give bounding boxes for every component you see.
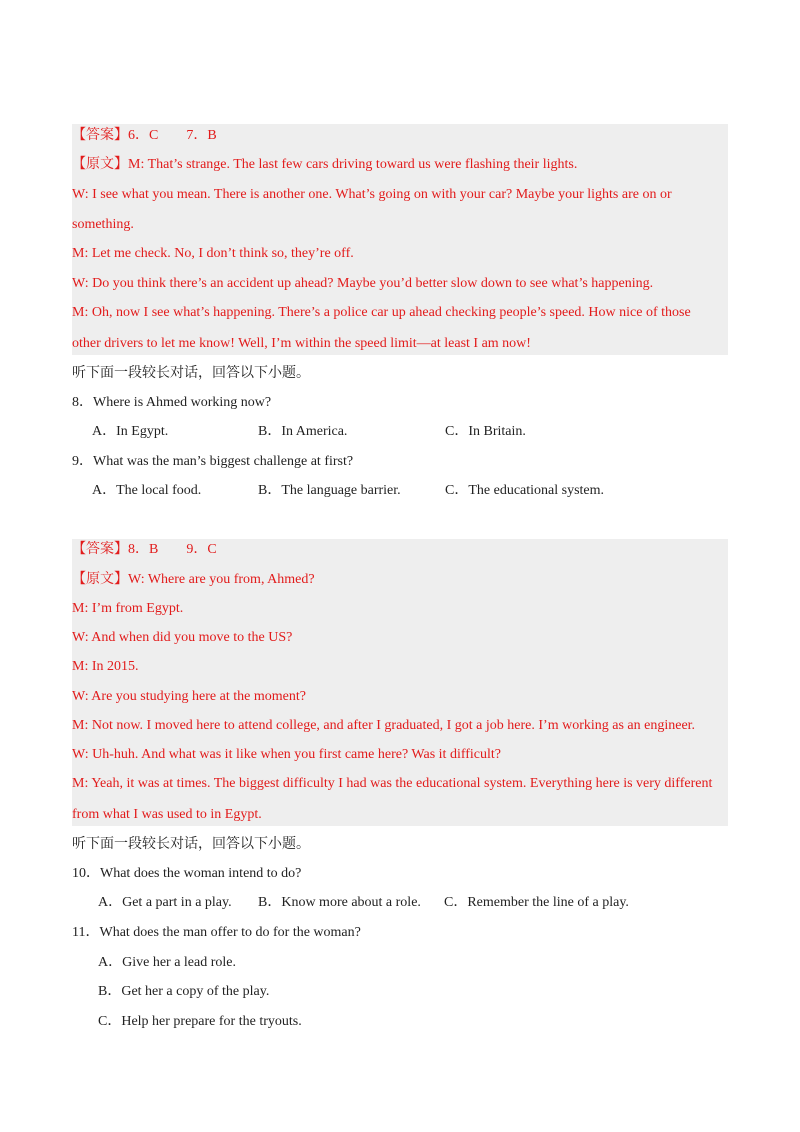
q11-option-b[interactable]: B．Get her a copy of the play. bbox=[98, 984, 270, 999]
answer-label: 【答案】 bbox=[72, 542, 128, 557]
q11-option-c[interactable]: C．Help her prepare for the tryouts. bbox=[98, 1014, 302, 1029]
question-11-stem: 11．What does the man offer to do for the woman? bbox=[72, 925, 361, 940]
q8-option-c[interactable]: C．In Britain. bbox=[445, 424, 526, 439]
original-label: 【原文】 bbox=[72, 157, 128, 172]
transcript-line: M: In 2015. bbox=[72, 659, 139, 674]
q9-option-c[interactable]: C．The educational system. bbox=[445, 483, 605, 498]
transcript-line: 【原文】W: Where are you from, Ahmed? bbox=[72, 572, 315, 587]
q8-option-a[interactable]: A．In Egypt. bbox=[92, 424, 169, 439]
transcript-line: M: Oh, now I see what’s happening. There’s a police car up ahead checking people’s speed. How nice of those bbox=[72, 305, 691, 320]
section-instruction: 听下面一段较长对话，回答以下小题。 bbox=[72, 366, 310, 381]
section-instruction: 听下面一段较长对话，回答以下小题。 bbox=[72, 837, 310, 852]
transcript-line: from what I was used to in Egypt. bbox=[72, 807, 262, 822]
transcript-line: M: Not now. I moved here to attend college, and after I graduated, I got a job here. I’m working as an engineer. bbox=[72, 718, 696, 733]
answer-line-2 bbox=[72, 540, 217, 560]
transcript-line: W: I see what you mean. There is another one. What’s going on with your car? Maybe your lights are on or bbox=[72, 187, 672, 202]
q8-option-b[interactable]: B．In America. bbox=[258, 424, 348, 439]
transcript-line: W: Uh-huh. And what was it like when you first came here? Was it difficult? bbox=[72, 747, 502, 762]
transcript-line: W: Are you studying here at the moment? bbox=[72, 689, 306, 704]
transcript-line: something. bbox=[72, 217, 134, 232]
q10-option-a[interactable]: A．Get a part in a play. bbox=[98, 895, 232, 910]
transcript-line: M: Yeah, it was at times. The biggest difficulty I had was the educational system. Everything here is very different bbox=[72, 776, 713, 791]
question-9-stem: 9．What was the man’s biggest challenge at first? bbox=[72, 454, 354, 469]
q10-option-c[interactable]: C．Remember the line of a play. bbox=[444, 895, 629, 910]
transcript-line: W: And when did you move to the US? bbox=[72, 630, 293, 645]
transcript-line: 【原文】M: That’s strange. The last few cars driving toward us were flashing their lights. bbox=[72, 157, 578, 172]
transcript-line: W: Do you think there’s an accident up ahead? Maybe you’d better slow down to see what’s happening. bbox=[72, 276, 654, 291]
question-8-stem: 8．Where is Ahmed working now? bbox=[72, 395, 272, 410]
original-label: 【原文】 bbox=[72, 572, 128, 587]
answer-label: 【答案】 bbox=[72, 128, 128, 143]
answer-line-1 bbox=[72, 126, 217, 146]
transcript-line: M: I’m from Egypt. bbox=[72, 601, 184, 616]
q11-option-a[interactable]: A．Give her a lead role. bbox=[98, 955, 236, 970]
q9-option-b[interactable]: B．The language barrier. bbox=[258, 483, 401, 498]
question-10-stem: 10．What does the woman intend to do? bbox=[72, 866, 302, 881]
answer-values: 6．C 7．B bbox=[128, 128, 217, 143]
answer-values: 8．B 9．C bbox=[128, 542, 217, 557]
q10-option-b[interactable]: B．Know more about a role. bbox=[258, 895, 421, 910]
transcript-line: M: Let me check. No, I don’t think so, they’re off. bbox=[72, 246, 354, 261]
q9-option-a[interactable]: A．The local food. bbox=[92, 483, 202, 498]
transcript-line: other drivers to let me know! Well, I’m within the speed limit—at least I am now! bbox=[72, 336, 531, 351]
